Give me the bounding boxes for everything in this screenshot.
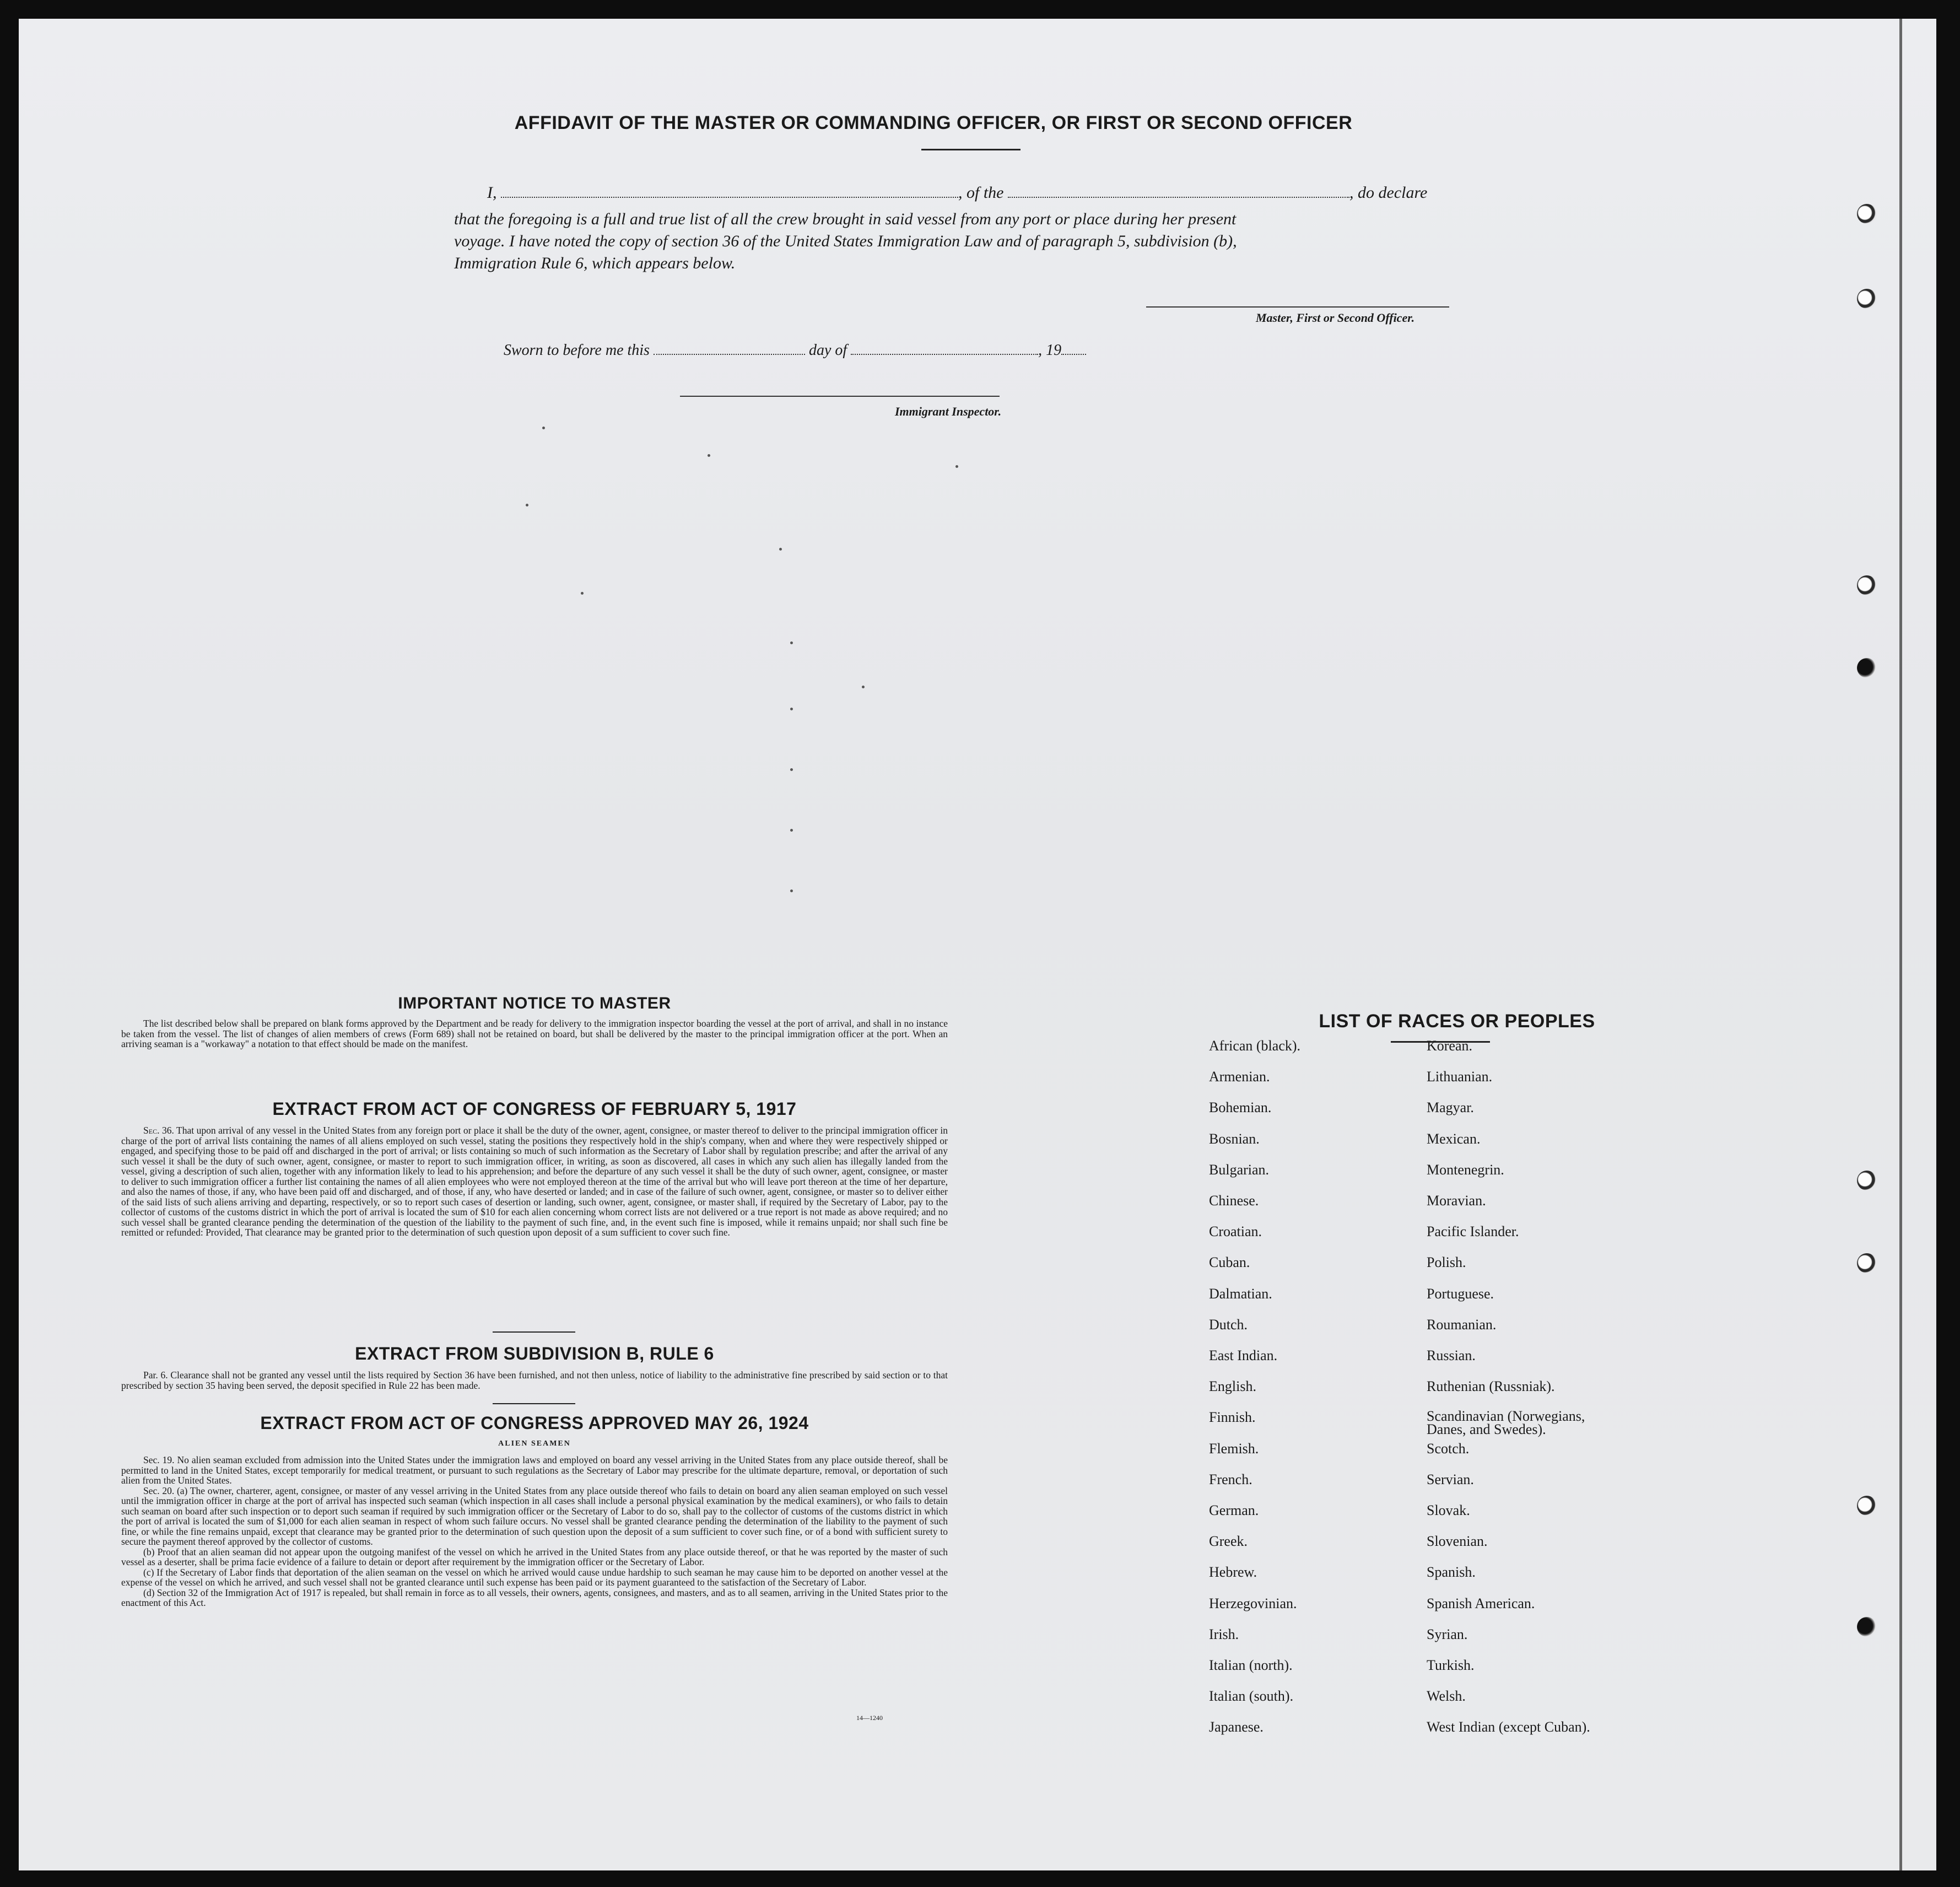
affidavit-line-3: voyage. I have noted the copy of section 36 of the United States Immigration Law and of paragraph 5, subdivision (b), — [454, 232, 1237, 250]
sworn-label: Sworn to before me this — [504, 342, 650, 359]
stray-dot — [790, 829, 793, 832]
race-item: Scotch. — [1427, 1440, 1470, 1457]
race-item: Greek. — [1209, 1533, 1248, 1550]
binder-hole — [1857, 289, 1877, 309]
race-item: Hebrew. — [1209, 1564, 1257, 1581]
race-item: Cuban. — [1209, 1254, 1250, 1271]
race-item: Bosnian. — [1209, 1130, 1260, 1147]
stray-dot — [581, 592, 584, 595]
extract-1924-sec19: Sec. 19. No alien seaman excluded from admission into the United States under the immigration laws and employed on board any vessel arriving in the United States from any place outside thereof, shall be permitted to land in the United States, except temporarily for medical treatment, or pursuant to such regulations as the Secretary of Labor may prescribe for the ultimate departure, removal, or deportation of such alien from the United States. — [121, 1454, 948, 1486]
extract-1917-title: EXTRACT FROM ACT OF CONGRESS OF FEBRUARY 5, 1917 — [272, 1099, 797, 1119]
section-divider — [493, 1403, 575, 1404]
extract-rule6-title: EXTRACT FROM SUBDIVISION B, RULE 6 — [355, 1344, 714, 1363]
notice-body — [121, 1018, 948, 1049]
race-item: Spanish American. — [1427, 1595, 1535, 1611]
extract-1924-title: EXTRACT FROM ACT OF CONGRESS APPROVED MAY 26, 1924 — [260, 1413, 809, 1433]
race-item: Dutch. — [1209, 1316, 1248, 1333]
inspector-signature-line[interactable] — [680, 396, 1000, 397]
affidavit-line-1 — [454, 182, 1501, 204]
extract-1917-text — [121, 1125, 948, 1238]
stray-dot — [542, 427, 545, 429]
extract-1917-body — [121, 1125, 948, 1238]
race-item: Korean. — [1427, 1038, 1473, 1054]
race-item: French. — [1209, 1471, 1252, 1487]
binder-hole — [1857, 575, 1877, 595]
extract-1924-sec20b: (b) Proof that an alien seaman did not appear upon the outgoing manifest of the vessel on which he arrived in the United States from any place outside thereof, or that he was reported by the master of such vessel as a deserter, shall be prima facie evidence of a failure to detain or deport after requirement by the immigration officer or the Secretary of Labor. — [121, 1546, 948, 1567]
race-item: Polish. — [1427, 1254, 1466, 1271]
stray-dot — [790, 641, 793, 644]
race-item: Mexican. — [1427, 1130, 1481, 1147]
race-item: Croatian. — [1209, 1223, 1262, 1240]
race-item: Bulgarian. — [1209, 1161, 1270, 1178]
affidavit-title-rule — [921, 149, 1021, 150]
race-item: Italian (north). — [1209, 1657, 1293, 1673]
affidavit-line-2: that the foregoing is a full and true list of all the crew brought in said vessel from any port or place during her present — [454, 210, 1237, 228]
race-item: Welsh. — [1427, 1688, 1466, 1705]
section-divider — [493, 1331, 575, 1333]
sworn-day-field[interactable] — [654, 354, 805, 355]
affidavit-do-declare: , do declare — [1349, 184, 1428, 202]
race-item: Ruthenian (Russniak). — [1427, 1378, 1555, 1395]
race-item: Scandinavian (Norwegians, Danes, and Swedes). — [1427, 1408, 1585, 1438]
vessel-name-field[interactable] — [1008, 197, 1349, 198]
race-item: Spanish. — [1427, 1564, 1476, 1581]
race-item: Armenian. — [1209, 1069, 1270, 1085]
affidavit-i-label: I, — [487, 184, 497, 202]
extract-1924-sec20d: (d) Section 32 of the Immigration Act of 1917 is repealed, but shall remain in force as to all vessels, their owners, agents, consignees, and masters, and as to all seamen, arriving in the United States prior to the enactment of this Act. — [121, 1587, 948, 1608]
sworn-month-field[interactable] — [851, 354, 1038, 355]
races-title: LIST OF RACES OR PEOPLES — [1319, 1011, 1595, 1032]
extract-rule6-text: Par. 6. Clearance shall not be granted any vessel until the lists required by Section 36 have been furnished, and not then unless, notice of liability to the administrative fine prescribed by said section or to that prescribed by section 35 having been served, the deposit specified in Rule 22 has been made. — [121, 1370, 948, 1391]
race-item: Turkish. — [1427, 1657, 1475, 1673]
master-signature-label: Master, First or Second Officer. — [1256, 311, 1415, 325]
year-label: , 19 — [1038, 342, 1062, 359]
master-signature-line[interactable] — [1146, 306, 1449, 308]
binder-hole — [1857, 1253, 1877, 1273]
extract-1924-subtitle: ALIEN SEAMEN — [498, 1439, 571, 1448]
race-item: Russian. — [1427, 1347, 1476, 1363]
stray-dot — [790, 708, 793, 710]
race-item: Moravian. — [1427, 1193, 1486, 1209]
race-item: Irish. — [1209, 1626, 1239, 1642]
stray-dot — [708, 454, 710, 457]
document-page — [19, 19, 1936, 1870]
race-item: Dalmatian. — [1209, 1285, 1272, 1302]
race-item: Flemish. — [1209, 1440, 1259, 1457]
binder-hole — [1857, 1617, 1877, 1637]
race-item: Finnish. — [1209, 1409, 1256, 1426]
race-item: Italian (south). — [1209, 1688, 1294, 1705]
inspector-signature-label: Immigrant Inspector. — [895, 405, 1002, 418]
affidavit-of-the: , of the — [958, 184, 1004, 202]
extract-1917-paragraph: That upon arrival of any vessel in the United States from any foreign port or place it shall be the duty of the owner, agent, consignee, or master thereof to deliver to the principal immigration officer in charge of the port of arrival lists containing the names of all aliens employed on such vessel, stating the positions they respectively hold in the ship's company, when and where they were respectively shipped or engaged, and specifying those to be paid off and discharged in the port of arrival; or lists containing so much of such information as the Secretary of Labor shall by regulation prescribe; and after the arrival of any such vessel it shall be the duty of such owner, agent, consignee, or master to report to such immigration officer, in writing, as soon as discovered, all cases in which any such alien has illegally landed from the vessel, giving a description of such alien, together with any information likely to lead to his apprehension; and before the departure of any such vessel it shall be the duty of such owner, agent, consignee, or master to deliver to such immigration officer a further list containing the names of all alien employees who were not employed thereon at the time of the arrival but who will leave port thereon at the time of her departure, and also the names of those, if any, who have been paid off and discharged, and of those, if any, who have deserted or landed; and in case of the failure of such owner, agent, consignee, or master so to deliver either of the said lists of such aliens arriving and departing, respectively, or so to report such cases of desertion or landing, such owner, agent, consignee, or master shall, if required by the Secretary of Labor, pay to the collector of customs of the customs district in which the port of arrival is located the sum of $10 for each alien concerning whom correct lists are not delivered or a true report is not made as above required; and no such vessel shall be granted clearance pending the determination of the question of the liability to the payment of such fine, and, in the event such fine is imposed, while it remains unpaid; nor shall such fine be remitted or refunded: Provided, That clearance may be granted prior to the determination of such question upon deposit of a sum sufficient to cover such fine. — [121, 1125, 948, 1238]
form-number: 14—1240 — [856, 1714, 883, 1722]
stray-dot — [790, 889, 793, 892]
race-item: Slovak. — [1427, 1502, 1470, 1518]
page-edge-line — [1899, 19, 1902, 1870]
binder-hole — [1857, 204, 1877, 224]
extract-1924-sec20a: Sec. 20. (a) The owner, charterer, agent, consignee, or master of any vessel arriving in the United States from any place outside thereof who fails to detain on board any alien seaman employed on such vessel until the immigration officer in charge at the port of arrival has inspected such seaman (which inspection in all cases shall include a personal physical examination by the medical examiners), or who fails to detain such seaman on board after such inspection or to deport such seaman if required by such immigration officer or the Secretary of Labor to do so, shall pay to the collector of customs of the customs district in which the port of arrival is located the sum of $1,000 for each alien seaman in respect of whom such failure occurs. No vessel shall be granted clearance pending the determination of the liability to the payment of such fine, or while the fine remains unpaid, except that clearance may be granted prior to the determination of such question upon the deposit of a sum sufficient to cover such fine, or of a bond with sufficient surety to secure the payment thereof approved by the collector of customs. — [121, 1485, 948, 1547]
extract-1917-sec: Sec. 36. — [143, 1125, 174, 1136]
race-item: Lithuanian. — [1427, 1069, 1493, 1085]
race-item: Montenegrin. — [1427, 1161, 1504, 1178]
race-item: Magyar. — [1427, 1099, 1474, 1116]
race-item: East Indian. — [1209, 1347, 1278, 1363]
race-item: Herzegovinian. — [1209, 1595, 1297, 1611]
master-name-field[interactable] — [501, 197, 958, 198]
race-item: Chinese. — [1209, 1193, 1259, 1209]
race-item: West Indian (except Cuban). — [1427, 1719, 1590, 1735]
affidavit-title: AFFIDAVIT OF THE MASTER OR COMMANDING OFFICER, OR FIRST OR SECOND OFFICER — [514, 112, 1353, 133]
race-item: Slovenian. — [1427, 1533, 1488, 1550]
stray-dot — [790, 768, 793, 771]
extract-rule6-body — [121, 1370, 948, 1390]
notice-text: The list described below shall be prepared on blank forms approved by the Department and be ready for delivery to the immigration inspector boarding the vessel at the port of arrival, and shall in no instance be taken from the vessel. The list of changes of alien members of crews (Form 689) shall not be retained on board, but shall be delivered by the master to the principal immigration officer at the port. When an arriving seaman is a "workaway" a notation to that effect should be made on the manifest. — [121, 1018, 948, 1049]
stray-dot — [862, 686, 865, 688]
race-item: Japanese. — [1209, 1719, 1264, 1735]
sworn-line — [454, 339, 1501, 362]
race-item: German. — [1209, 1502, 1259, 1518]
race-item: Bohemian. — [1209, 1099, 1272, 1116]
race-item: Pacific Islander. — [1427, 1223, 1519, 1240]
binder-hole — [1857, 1496, 1877, 1516]
race-item: Portuguese. — [1427, 1285, 1494, 1302]
race-item: Syrian. — [1427, 1626, 1468, 1642]
stray-dot — [955, 465, 958, 468]
binder-hole — [1857, 1171, 1877, 1190]
notice-title: IMPORTANT NOTICE TO MASTER — [398, 994, 671, 1012]
race-item: African (black). — [1209, 1038, 1301, 1054]
extract-1924-body — [121, 1455, 948, 1608]
extract-1924-sec20c: (c) If the Secretary of Labor finds that deportation of the alien seaman on the vessel on which he arrived would cause undue hardship to such seaman he may cause him to be deported on another vessel at the expense of the vessel on which he arrived, and such vessel shall not be granted clearance until such expense has been paid or its payment guaranteed to the satisfaction of the Secretary of Labor. — [121, 1566, 948, 1588]
day-of-label: day of — [808, 342, 847, 359]
affidavit-line-4: Immigration Rule 6, which appears below. — [454, 254, 736, 272]
binder-hole — [1857, 658, 1877, 678]
sworn-year-field[interactable] — [1061, 354, 1086, 355]
race-item: Roumanian. — [1427, 1316, 1497, 1333]
race-item: Servian. — [1427, 1471, 1474, 1487]
stray-dot — [779, 548, 782, 551]
race-item: English. — [1209, 1378, 1256, 1395]
stray-dot — [526, 504, 528, 506]
